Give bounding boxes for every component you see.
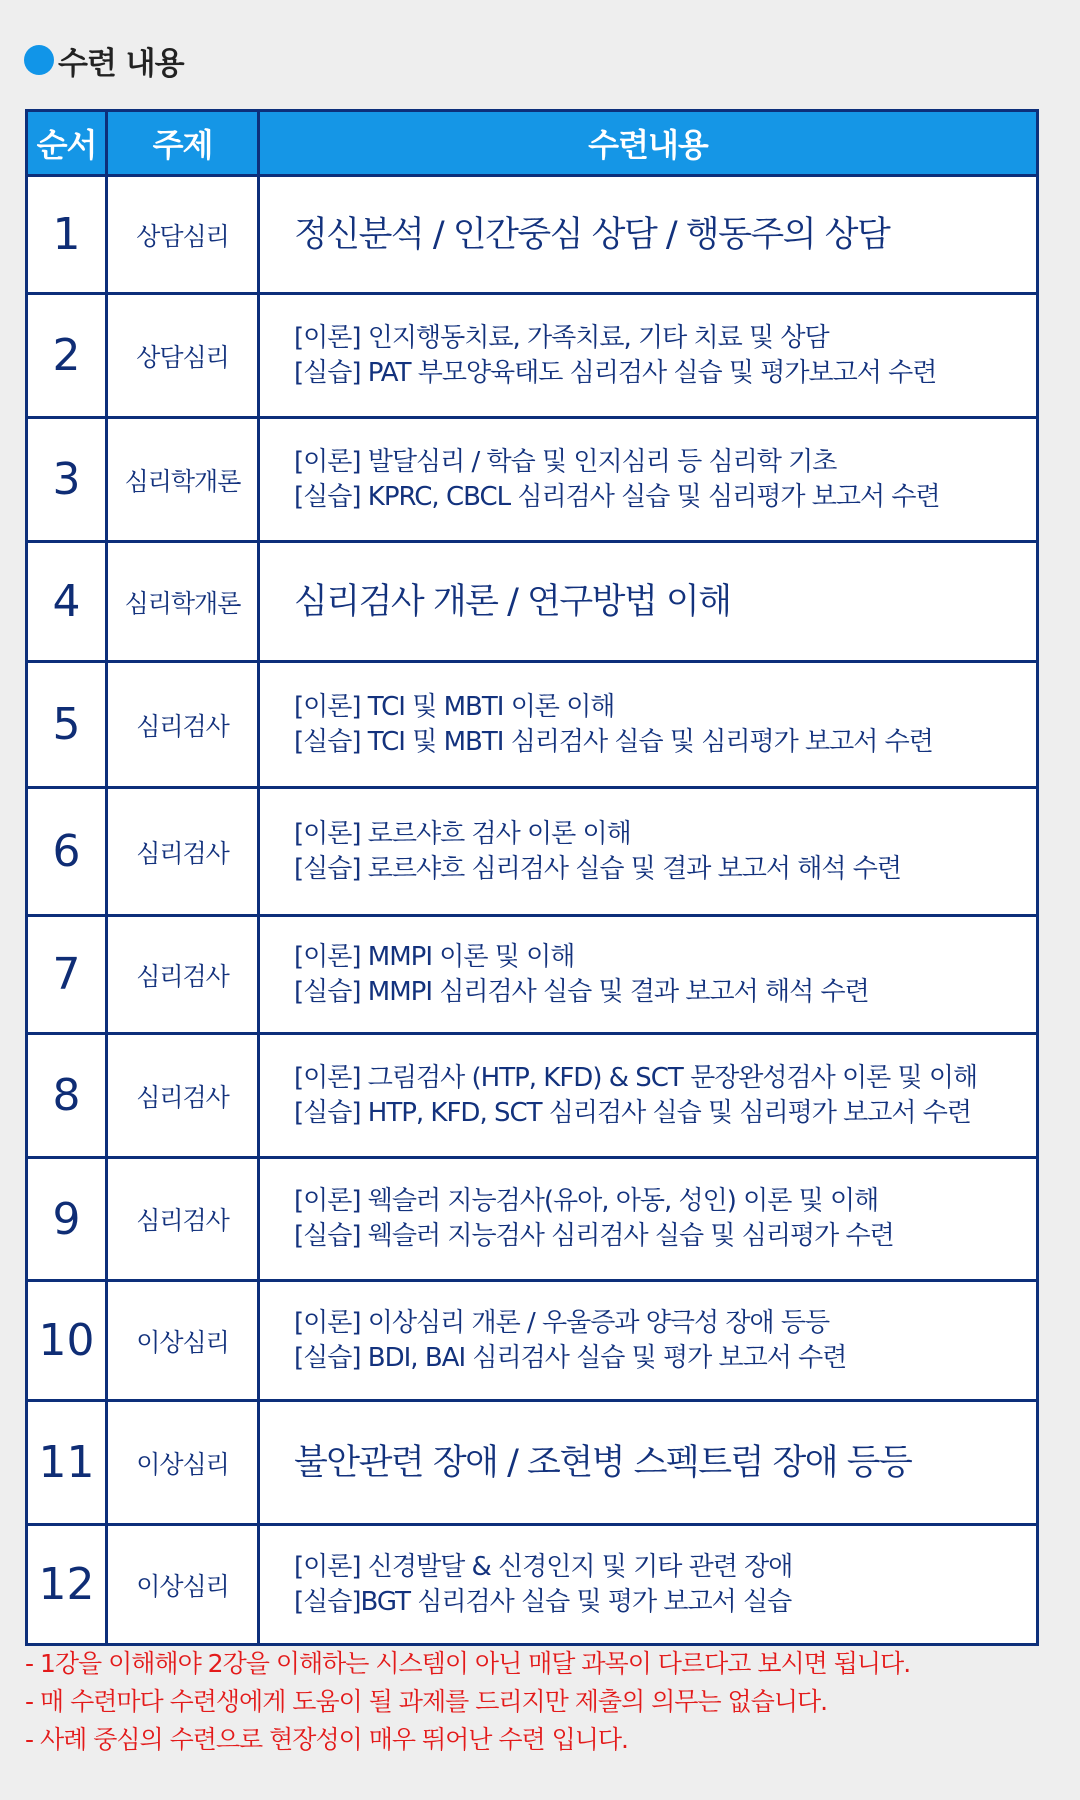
- row-topic: 상담심리: [107, 176, 259, 294]
- curriculum-table: [25, 109, 1039, 1646]
- row-topic: 심리검사: [107, 1158, 259, 1281]
- row-number: 5: [27, 662, 107, 788]
- content-line: 심리검사 개론 / 연구방법 이해: [294, 581, 731, 622]
- row-topic: 심리검사: [107, 788, 259, 916]
- content-line-theory: [이론] MMPI 이론 및 이해: [294, 941, 575, 972]
- content-line-theory: [이론] 발달심리 / 학습 및 인지심리 등 심리학 기초: [294, 446, 837, 477]
- section-title: 수련 내용: [58, 45, 184, 82]
- row-content: [259, 294, 1038, 418]
- table-row: [27, 1158, 1038, 1281]
- note-line: - 사례 중심의 수련으로 현장성이 매우 뛰어난 수련 입니다.: [25, 1725, 628, 1754]
- row-topic: 상담심리: [107, 294, 259, 418]
- bullet-dot-icon: [24, 45, 54, 75]
- content-line-theory: [이론] 웩슬러 지능검사(유아, 아동, 성인) 이론 및 이해: [294, 1186, 879, 1216]
- row-content: [259, 662, 1038, 788]
- row-topic: 이상심리: [107, 1281, 259, 1401]
- row-topic: 심리검사: [107, 1034, 259, 1158]
- row-content: [259, 1281, 1038, 1401]
- row-topic: 심리학개론: [107, 418, 259, 542]
- content-line-practice: [실습] PAT 부모양육태도 심리검사 실습 및 평가보고서 수련: [294, 357, 937, 388]
- row-content: [259, 176, 1038, 294]
- table-row: [27, 916, 1038, 1034]
- row-topic: 심리학개론: [107, 542, 259, 662]
- row-content: [259, 1158, 1038, 1281]
- content-line-theory: [이론] 이상심리 개론 / 우울증과 양극성 장애 등등: [294, 1307, 830, 1338]
- column-header-content: 수련내용: [259, 111, 1038, 176]
- table-row: [27, 1525, 1038, 1645]
- row-number: 2: [27, 294, 107, 418]
- table-row: [27, 788, 1038, 916]
- content-line-theory: [이론] 인지행동치료, 가족치료, 기타 치료 및 상담: [294, 322, 829, 353]
- row-content: [259, 1401, 1038, 1525]
- content-line-practice: [실습] 웩슬러 지능검사 심리검사 실습 및 심리평가 수련: [294, 1221, 894, 1251]
- row-number: 1: [27, 176, 107, 294]
- content-line-practice: [실습] MMPI 심리검사 실습 및 결과 보고서 해석 수련: [294, 976, 869, 1007]
- row-number: 6: [27, 788, 107, 916]
- content-line-practice: [실습] HTP, KFD, SCT 심리검사 실습 및 심리평가 보고서 수련: [294, 1097, 971, 1128]
- row-number: 9: [27, 1158, 107, 1281]
- content-line-practice: [실습] TCI 및 MBTI 심리검사 실습 및 심리평가 보고서 수련: [294, 726, 933, 757]
- table-row: [27, 1401, 1038, 1525]
- row-number: 11: [27, 1401, 107, 1525]
- note-line: - 매 수련마다 수련생에게 도움이 될 과제를 드리지만 제출의 의무는 없습니다.: [25, 1687, 828, 1716]
- column-header-topic: 주제: [107, 111, 259, 176]
- table-row: [27, 1281, 1038, 1401]
- table-row: [27, 294, 1038, 418]
- table-row: [27, 176, 1038, 294]
- content-line: 불안관련 장애 / 조현병 스펙트럼 장애 등등: [294, 1442, 912, 1483]
- content-line-practice: [실습] 로르샤흐 심리검사 실습 및 결과 보고서 해석 수련: [294, 853, 901, 884]
- row-content: [259, 418, 1038, 542]
- content-line-theory: [이론] 그림검사 (HTP, KFD) & SCT 문장완성검사 이론 및 이해: [294, 1062, 978, 1093]
- row-topic: 심리검사: [107, 662, 259, 788]
- row-number: 3: [27, 418, 107, 542]
- row-content: [259, 542, 1038, 662]
- content-line-theory: [이론] TCI 및 MBTI 이론 이해: [294, 691, 615, 722]
- row-content: [259, 788, 1038, 916]
- row-content: [259, 916, 1038, 1034]
- table-row: [27, 542, 1038, 662]
- note-line: - 1강을 이해해야 2강을 이해하는 시스템이 아닌 매달 과목이 다르다고 보시면 됩니다.: [25, 1649, 911, 1678]
- row-number: 8: [27, 1034, 107, 1158]
- row-number: 12: [27, 1525, 107, 1645]
- table-header-row: [27, 111, 1038, 176]
- row-number: 7: [27, 916, 107, 1034]
- table-row: [27, 418, 1038, 542]
- row-topic: 이상심리: [107, 1525, 259, 1645]
- content-line: 정신분석 / 인간중심 상담 / 행동주의 상담: [294, 214, 890, 255]
- content-line-theory: [이론] 신경발달 & 신경인지 및 기타 관련 장애: [294, 1551, 793, 1582]
- content-line-practice: [실습]BGT 심리검사 실습 및 평가 보고서 실습: [294, 1586, 792, 1617]
- row-number: 4: [27, 542, 107, 662]
- row-content: [259, 1525, 1038, 1645]
- table-row: [27, 662, 1038, 788]
- row-topic: 이상심리: [107, 1401, 259, 1525]
- content-line-theory: [이론] 로르샤흐 검사 이론 이해: [294, 818, 631, 849]
- content-line-practice: [실습] KPRC, CBCL 심리검사 실습 및 심리평가 보고서 수련: [294, 481, 940, 512]
- column-header-order: 순서: [27, 111, 107, 176]
- table-row: [27, 1034, 1038, 1158]
- row-topic: 심리검사: [107, 916, 259, 1034]
- content-line-practice: [실습] BDI, BAI 심리검사 실습 및 평가 보고서 수련: [294, 1342, 847, 1373]
- row-content: [259, 1034, 1038, 1158]
- section-header: [24, 40, 184, 80]
- notes: [25, 1645, 910, 1759]
- row-number: 10: [27, 1281, 107, 1401]
